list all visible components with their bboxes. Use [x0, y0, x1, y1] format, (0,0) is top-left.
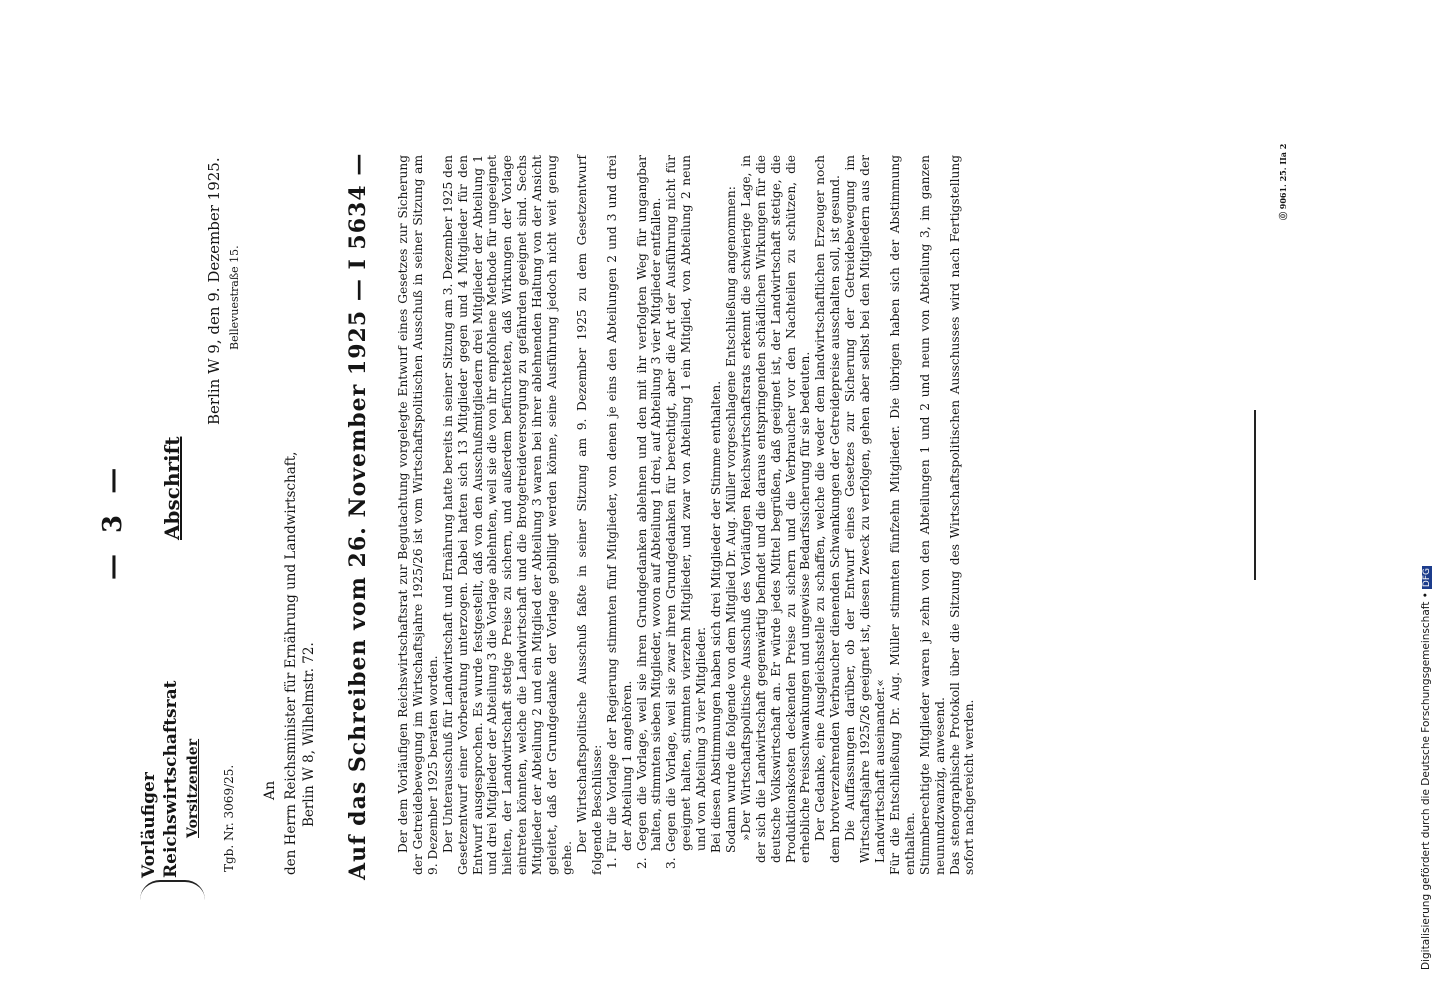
chair-label: Vorsitzender: [185, 738, 201, 838]
printer-imprint: ⓪ 9061. 25. IIa 2: [1278, 143, 1288, 220]
recipient-address: [282, 355, 318, 875]
street-address: Bellevuestraße 15.: [228, 245, 241, 350]
copy-label: Abschrift: [160, 436, 184, 540]
recipient-prefix: An: [262, 780, 278, 800]
recipient-line: Berlin W 8, Wilhelmstr. 72.: [301, 642, 317, 827]
paragraph: Das stenographische Protokoll über die Sitzung des Wirtschaftspolitischen Ausschusses wird nach Fertigstellung sofort nachgereicht werden.: [947, 155, 977, 875]
paragraph: Sodann wurde die folgende von dem Mitglied Dr. Aug. Müller vorgeschlagene Entschließung angenommen:: [723, 186, 738, 853]
recipient-line: den Herrn Reichsminister für Ernährung und Landwirtschaft,: [283, 451, 299, 875]
letter-heading: Auf das Schreiben vom 26. November 1925 — I 5634 —: [345, 152, 371, 880]
list-item: 2. Gegen die Vorlage, weil sie ihren Grundgedanken ablehnen und den mit ihr verfolgten Weg für ungangbar halten, stimmten sieben Mitglieder, wovon auf Abteilung 1 drei, auf Abteilung 3 vier Mitglieder entfallen.: [634, 155, 664, 869]
paragraph: Der Unterausschuß für Landwirtschaft und Ernährung hatte bereits in seiner Sitzung am 3. Dezember 1925 den Gesetzentwurf einer Vorberatung unterzogen. Dabei hatten sich 13 Mitglieder gegen und 4 Mitglieder für den Entwurf ausgesprochen. Es wurde festgestellt, daß von den Ausschußmitgliedern drei Mitglieder der Abteilung 1 und drei Mitglieder der Abteilung 3 die Vorlage ablehnten, weil sie die von ihr empfohlene Methode für ungeeignet hielten, der Landwirtschaft stetige Preise zu sichern, und außerdem befürchteten, daß Wirkungen der Vorlage eintreten könnten, welche die Landwirtschaft und die Brotgetreideversorgung zu gefährden geeignet sind. Sechs Mitglieder der Abteilung 2 und ein Mitglied der Abteilung 3 waren bei ihrer ablehnenden Haltung von der Ansicht geleitet, daß der Grundgedanke der Vorlage gebilligt werden könne, seine Ausführung jedoch nicht weit genug gehe.: [440, 155, 574, 875]
quoted-paragraph: Der Gedanke, eine Ausgleichsstelle zu schaffen, welche die weder dem landwirtschaftlichen Erzeuger noch dem brotverzehrenden Verbraucher dienenden Schwankungen der Getreidepreise ausschalten soll, ist gesund.: [813, 155, 843, 863]
paragraph: Der dem Vorläufigen Reichswirtschaftsrat zur Begutachtung vorgelegte Entwurf eines Gesetzes zur Sicherung der Getreidebewegung im Wirtschaftsjahre 1925/26 ist vom Wirtschaftspolitischen Ausschuß in seiner Sitzung am 9. Dezember 1925 beraten worden.: [396, 155, 440, 875]
closing-rule: [1254, 410, 1256, 580]
dfg-logo: DFG: [1422, 567, 1432, 588]
council-name: Vorläufiger Reichswirtschaftsrat: [139, 680, 181, 878]
quoted-paragraph: »Der Wirtschaftspolitische Ausschuß des Vorläufigen Reichswirtschaftsrats erkennt die schwierige Lage, in der sich die Landwirtschaft gegenwärtig befindet und die daraus entspringenden schädlichen Wirkungen für die deutsche Volkswirtschaft an. Er würde jedes Mittel begrüßen, daß geeignet ist, der Landwirtschaft stetige, die Produktionskosten deckenden Preise zu sichern und die Verbraucher vor den Nachteilen zu schützen, die erhebliche Preisschwankungen und ungewisse Bedarfssicherung für sie bedeuten.: [738, 155, 813, 863]
paragraph: Stimmberechtigte Mitglieder waren je zehn von den Abteilungen 1 und 2 und neun von Abteilung 3, im ganzen neunundzwanzig, anwesend.: [917, 155, 947, 875]
paragraph: Bei diesen Abstimmungen haben sich drei Mitglieder der Stimme enthalten.: [709, 380, 724, 853]
digitization-note-text: Digitalisierung gefördert durch die Deutsche Forschungsgemeinschaft •: [1420, 592, 1432, 970]
page-number: — 3 —: [98, 461, 128, 580]
paragraph: Für die Entschließung Dr. Aug. Müller stimmten fünfzehn Mitglieder. Die übrigen haben sich der Abstimmung enthalten.: [887, 155, 917, 875]
header-brace: [140, 880, 205, 900]
letter-body: [396, 155, 977, 875]
reference-number: Tgb. Nr. 3069/25.: [222, 764, 236, 872]
quoted-paragraph: Die Auffassungen darüber, ob der Entwurf eines Gesetzes zur Sicherung der Getreidebewegung im Wirtschaftsjahre 1925/26 geeignet ist, diesen Zweck zu verfolgen, gehen aber selbst bei den Mitgliedern aus der Landwirtschaft auseinander.«: [843, 155, 887, 863]
council-block: [138, 658, 204, 878]
place-date: Berlin W 9, den 9. Dezember 1925.: [205, 157, 223, 425]
list-item: 3. Gegen die Vorlage, weil sie zwar ihren Grundgedanken für berechtigt, aber die Art der Ausführung nicht für geeignet halten, stimmten vierzehn Mitglieder, und zwar von Abteilung 1 ein Mitglied, von Abteilung 2 neun und von Abteilung 3 vier Mitglieder.: [664, 155, 709, 869]
digitization-note: [1420, 566, 1432, 970]
list-item: 1. Für die Vorlage der Regierung stimmten fünf Mitglieder, von denen je eins den Abteilungen 2 und 3 und drei der Abteilung 1 angehören.: [604, 155, 634, 869]
paragraph: Der Wirtschaftspolitische Ausschuß faßte in seiner Sitzung am 9. Dezember 1925 zu dem Gesetzentwurf folgende Beschlüsse:: [574, 155, 604, 875]
